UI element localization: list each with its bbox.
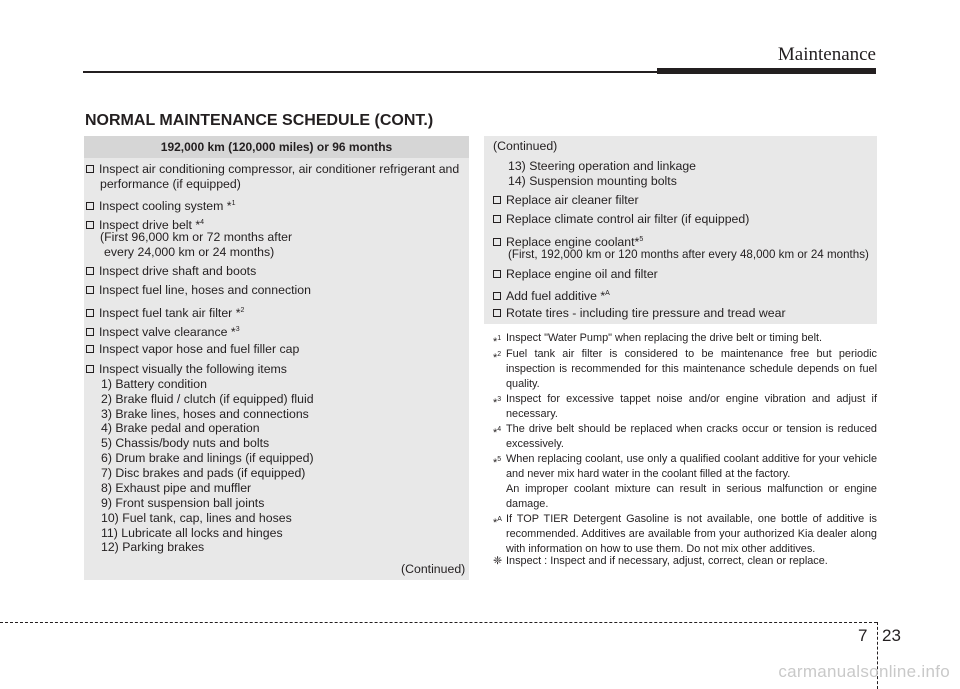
checkbox-icon [493, 309, 501, 317]
list-item [493, 193, 639, 208]
sub-item: 7) Disc brakes and pads (if equipped) [101, 466, 306, 480]
continued-label: (Continued) [493, 139, 558, 153]
item-text: Replace engine oil and filter [506, 267, 658, 281]
footnote [493, 422, 877, 452]
checkbox-icon [86, 202, 94, 210]
footnote-text: If TOP TIER Detergent Gasoline is not available, one bottle of additive is recommended. Additives are available from your authorized Kia dealer along with information on how to use them. Do not mix other additives. [506, 513, 877, 555]
footnote-text: Inspect "Water Pump" when replacing the drive belt or timing belt. [506, 332, 823, 344]
footer-rule [0, 622, 877, 623]
footnote [493, 452, 877, 482]
footnote-sup: 3 [497, 396, 502, 403]
list-item-continuation: performance (if equipped) [100, 177, 241, 191]
sub-item: 6) Drum brake and linings (if equipped) [101, 451, 314, 465]
item-text: Inspect air conditioning compressor, air conditioner refrigerant and [99, 162, 460, 176]
inspect-mark-icon: ❈ [493, 555, 503, 567]
checkbox-icon [86, 365, 94, 373]
item-text: Inspect fuel line, hoses and connection [99, 283, 311, 297]
list-item [86, 303, 244, 321]
list-item [493, 267, 658, 282]
footnote-text: Inspect for excessive tappet noise and/or engine vibration and adjust if necessary. [506, 393, 877, 420]
list-item [86, 162, 459, 177]
watermark: carmanualsonline.info [778, 662, 950, 681]
footnote [493, 392, 877, 422]
footnote-text: Fuel tank air filter is considered to be maintenance free but periodic inspection is recommended for this maintenance schedule depends on fuel quality. [506, 348, 877, 390]
footnote-mark: * [493, 352, 498, 364]
footnote-text: The drive belt should be replaced when cracks occur or tension is reduced excessively. [506, 423, 877, 450]
sub-item: 12) Parking brakes [101, 540, 205, 554]
item-text: Inspect valve clearance * [99, 325, 236, 339]
footnote-ref: 4 [200, 219, 205, 226]
item-text: Inspect cooling system * [99, 199, 232, 213]
checkbox-icon [493, 196, 501, 204]
checkbox-icon [86, 221, 94, 229]
item-text: Inspect fuel tank air filter * [99, 306, 241, 320]
footnote-sup: 1 [497, 335, 502, 342]
checkbox-icon [86, 328, 94, 336]
footnote [493, 512, 877, 557]
list-item [493, 212, 749, 227]
footnote-ref: 5 [639, 236, 644, 243]
sub-item: 13) Steering operation and linkage [508, 159, 697, 173]
sub-item: 5) Chassis/body nuts and bolts [101, 436, 270, 450]
sub-item: 9) Front suspension ball joints [101, 496, 265, 510]
footnote-inspect [493, 554, 877, 569]
checkbox-icon [86, 267, 94, 275]
sub-item: 14) Suspension mounting bolts [508, 174, 677, 188]
list-item [86, 362, 287, 377]
checkbox-icon [86, 309, 94, 317]
footnote-ref: A [605, 290, 610, 297]
sub-item: 8) Exhaust pipe and muffler [101, 481, 252, 495]
section-title: NORMAL MAINTENANCE SCHEDULE (CONT.) [85, 112, 434, 129]
page-number: 23 [882, 626, 901, 645]
footnote-mark: * [493, 517, 498, 529]
page-header-title: Maintenance [777, 44, 876, 65]
item-text: Rotate tires - including tire pressure and tread wear [506, 306, 786, 320]
footnote-text: Inspect : Inspect and if necessary, adjust, correct, clean or replace. [506, 555, 828, 567]
sub-item: 10) Fuel tank, cap, lines and hoses [101, 511, 292, 525]
list-item [86, 342, 299, 357]
list-item-detail: (First, 192,000 km or 120 months after every 48,000 km or 24 months) [508, 248, 869, 261]
item-text: Inspect drive shaft and boots [99, 264, 257, 278]
list-item [86, 283, 311, 298]
footnote [493, 331, 877, 346]
continued-label: (Continued) [401, 562, 466, 576]
item-text: Inspect visually the following items [99, 362, 287, 376]
sub-item: 4) Brake pedal and operation [101, 421, 260, 435]
checkbox-icon [493, 215, 501, 223]
list-item [493, 306, 786, 321]
footnote-continuation [493, 482, 877, 512]
item-text: Replace air cleaner filter [506, 193, 639, 207]
footnote-sup: 2 [497, 351, 502, 358]
chapter-number: 7 [858, 626, 868, 645]
item-text: Inspect drive belt * [99, 218, 201, 232]
footnote-sup: 5 [497, 456, 502, 463]
list-item-detail: every 24,000 km or 24 months) [104, 245, 275, 259]
footnote-mark: * [493, 457, 498, 469]
checkbox-icon [493, 238, 501, 246]
footnote-ref: 3 [235, 326, 240, 333]
list-item [86, 196, 236, 214]
header-rule-thick [657, 68, 876, 74]
list-item [86, 264, 256, 279]
item-text: Add fuel additive * [506, 289, 606, 303]
header-rule-thin [83, 71, 661, 73]
footnote-ref: 1 [231, 200, 236, 207]
footnote-ref: 2 [240, 307, 245, 314]
footnote-text: An improper coolant mixture can result in serious malfunction or engine damage. [506, 483, 877, 510]
interval-band: 192,000 km (120,000 miles) or 96 months [84, 136, 469, 158]
sub-item: 3) Brake lines, hoses and connections [101, 407, 309, 421]
item-text: Replace climate control air filter (if equipped) [506, 212, 750, 226]
footnote [493, 347, 877, 392]
sub-item: 1) Battery condition [101, 377, 207, 391]
checkbox-icon [86, 165, 94, 173]
sub-item: 11) Lubricate all locks and hinges [101, 526, 283, 540]
checkbox-icon [493, 292, 501, 300]
sub-item: 2) Brake fluid / clutch (if equipped) fluid [101, 392, 314, 406]
checkbox-icon [86, 345, 94, 353]
footnote-sup: A [497, 516, 502, 523]
checkbox-icon [493, 270, 501, 278]
list-item-detail: (First 96,000 km or 72 months after [100, 230, 293, 244]
footnote-text: When replacing coolant, use only a qualified coolant additive for your vehicle and never mix hard water in the coolant filled at the factory. [506, 453, 877, 480]
checkbox-icon [86, 286, 94, 294]
footnote-mark: * [493, 427, 498, 439]
item-text: Replace engine coolant* [506, 235, 640, 249]
footnote-mark: * [493, 397, 498, 409]
footnote-mark: * [493, 336, 498, 348]
footnote-sup: 4 [497, 426, 502, 433]
item-text: Inspect vapor hose and fuel filler cap [99, 342, 300, 356]
list-item [493, 286, 610, 304]
list-item [86, 322, 240, 340]
